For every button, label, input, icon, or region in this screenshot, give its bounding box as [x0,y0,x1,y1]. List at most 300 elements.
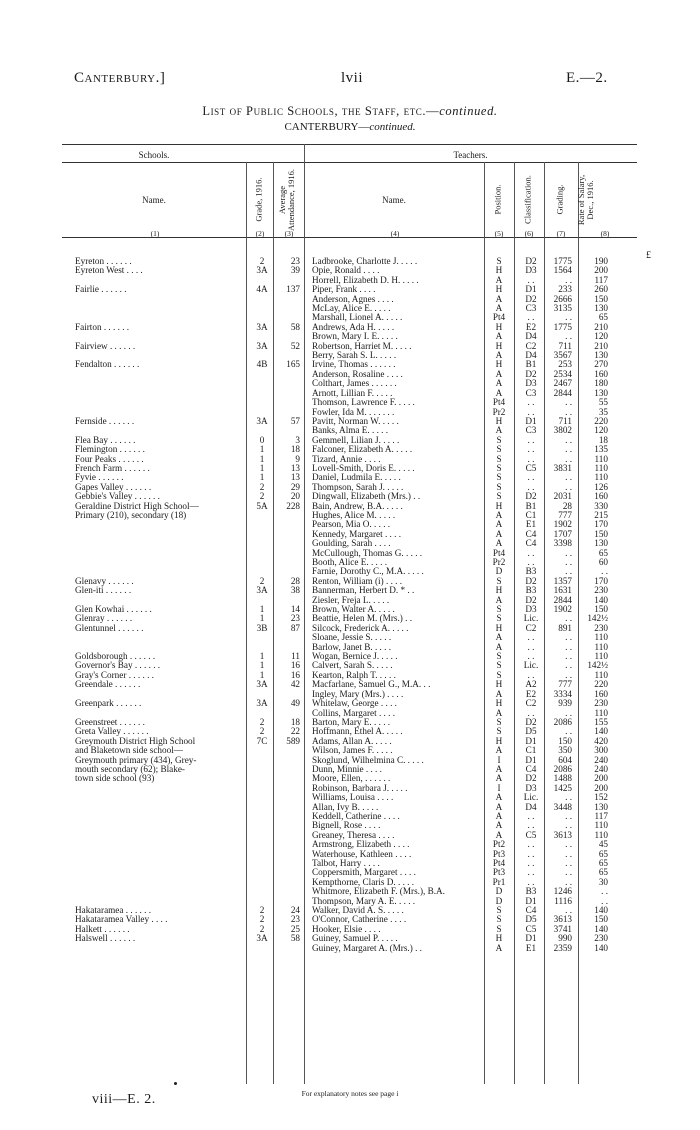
salary: 230 [594,622,608,633]
position: S [496,669,502,680]
attendance: 23 [290,914,300,925]
grading: . . [565,726,572,737]
grading: . . [565,481,572,492]
salary: 215 [594,509,608,520]
school-name: Governor's Bay . . . . . . [75,661,161,671]
position: A [495,942,503,953]
attendance: 165 [286,359,300,370]
teacher-name: Whitelaw, George . . . . [312,699,397,709]
grading: . . [565,406,572,417]
position: S [496,905,502,916]
position: Pt4 [492,858,506,868]
school-name: Flemington . . . . . . [75,445,145,455]
teacher-name: Anderson, Rosaline . . . . [312,369,403,379]
grading: 777 [558,509,572,520]
salary: 230 [594,585,608,596]
table-row [0,840,700,849]
grading: . . [565,810,572,821]
salary: 140 [594,923,608,934]
classification: D2 [525,773,537,784]
classification: . . [527,876,535,887]
position: A [495,293,503,304]
classification: E2 [525,321,537,332]
salary: 130 [594,387,608,398]
classification: B3 [525,886,537,897]
school-name: Glen Kowhai . . . . . . [75,605,152,615]
table-subtitle [0,121,700,133]
position: A [495,745,503,756]
salary: 65 [598,858,608,868]
salary: 150 [594,914,608,925]
school-name: Greenstreet . . . . . . [75,717,145,727]
classification: D2 [525,491,537,502]
classification: C5 [525,829,537,840]
school-name: Flea Bay . . . . . . [75,435,136,445]
position: S [496,914,502,925]
grading: . . [565,632,572,643]
teacher-name: Sloane, Jessie S. . . . . [312,633,392,643]
teacher-name: Guiney, Margaret A. (Mrs.) . . [312,943,422,953]
classification: . . [527,312,535,323]
salary: 130 [594,350,608,361]
position: A [495,538,503,549]
grade: 1 [259,444,265,455]
classification: D1 [525,415,537,426]
teacher-name: Skoglund, Wilhelmina C. . . . . [312,755,424,765]
grading: 3613 [553,914,572,925]
grading: 711 [558,340,572,351]
position: A [495,632,503,643]
colnum-5: (5) [494,229,504,238]
teacher-name: Booth, Alice E. . . . . [312,558,388,567]
grading: 777 [558,679,572,690]
grade: 1 [259,669,265,680]
position: A [495,387,503,398]
teacher-name: Kempthorne, Claris D. . . . . [312,877,415,887]
salary: 200 [594,265,608,276]
salary: 110 [594,820,608,831]
teacher-name: Whitmore, Elizabeth F. (Mrs.), B.A. [312,887,445,897]
salary: 110 [594,453,608,464]
salary: 152 [594,792,608,803]
attendance: 49 [290,698,300,709]
page-number: lvii [340,70,363,86]
school-name: Halswell . . . . . . [75,934,136,944]
position: A [495,378,503,389]
school-name: Gapes Valley . . . . . . [75,482,152,492]
grading: 3334 [553,688,572,699]
classification: D3 [525,604,537,615]
teacher-name: Guiney, Samuel P. . . . . [312,934,398,944]
col-classification: Classification. [522,175,533,224]
col-grade: Grade, 1916. [253,177,264,222]
col-attendance: Average Attendance, 1916. [277,168,296,232]
table-row [0,539,700,548]
salary: 150 [594,604,608,615]
grade: 2 [259,905,265,916]
grading: 3135 [553,303,572,314]
attendance: 38 [290,585,300,596]
grade: 4B [256,359,268,370]
position: A [495,303,503,314]
grading: . . [565,274,572,285]
grading: . . [565,557,572,567]
school-name: Fernside . . . . . . [75,416,135,426]
teacher-name: Andrews, Ada H. . . . . [312,322,395,332]
grading: 939 [558,698,572,709]
grading: 2534 [553,368,572,379]
classification: D4 [525,350,537,361]
classification: D1 [525,754,537,765]
position: H [495,679,503,690]
attendance: 13 [290,472,300,483]
teacher-name: Barlow, Janet B. . . . . [312,642,392,652]
salary: 142½ [587,660,608,671]
classification: C5 [525,923,537,934]
table-row [0,304,700,313]
position: Pr1 [492,876,506,887]
grading: 711 [558,415,572,426]
salary: 140 [594,905,608,916]
classification: D1 [525,284,537,295]
salary: 130 [594,538,608,549]
classification: . . [527,848,535,859]
position: A [495,801,503,812]
attendance: 16 [290,660,300,671]
position: H [495,340,503,351]
position: S [496,604,502,615]
salary: 220 [594,415,608,426]
salary: 230 [594,698,608,709]
school-name: French Farm . . . . . . [75,463,150,473]
col-grading: Grading. [554,184,565,215]
teacher-name: Pearson, Mia O. . . . . [312,520,391,530]
teacher-name: Adams, Allan A. . . . . [312,736,392,746]
salary: 120 [594,425,608,436]
attendance: 14 [290,604,300,615]
position: Pt2 [492,839,506,850]
grading: . . [565,839,572,850]
grading: 233 [558,284,572,295]
position: S [496,453,502,464]
classification: D1 [525,933,537,944]
school-name: Greta Valley . . . . . . [75,727,149,737]
teacher-name: Bain, Andrew, B.A. . . . . [312,501,403,511]
table-row [0,944,700,953]
grading: 1775 [553,256,572,266]
school-name: Goldsborough . . . . . . [75,652,156,662]
teacher-name: Calvert, Sarah S. . . . . [312,661,393,671]
teacher-name: Kennedy, Margaret . . . . [312,529,402,539]
classification: D5 [525,726,537,737]
grading: 3741 [553,923,572,934]
classification: . . [527,406,535,417]
classification: D2 [525,256,537,266]
col-position: Position. [492,184,503,215]
teacher-name: Collins, Margaret . . . . [312,708,396,718]
position: S [496,491,502,502]
position: H [495,500,503,511]
salary: 117 [594,274,608,285]
grade: 7C [256,735,268,746]
teacher-name: Brown, Walter A. . . . . [312,605,395,615]
salary: 120 [594,331,608,342]
grade: 1 [259,472,265,483]
teacher-name: Hughes, Alice M. . . . . [312,510,396,520]
teacher-name: Kearton, Ralph T. . . . . [312,670,396,680]
school-name: Fairlie . . . . . . [75,285,127,295]
teacher-name: McCullough, Thomas G. . . . . [312,548,423,558]
grading: 2086 [553,763,572,774]
school-name: Gray's Corner . . . . . . [75,670,154,680]
salary: 420 [594,735,608,746]
classification: C1 [525,745,537,756]
table-row [0,868,700,877]
table-subtitle-continued: continued. [369,121,416,133]
school-name: Hakataramea Valley . . . . [75,915,168,925]
salary: . . [601,566,608,577]
position: S [496,726,502,737]
teacher-name: Thomson, Lawrence F. . . . . [312,398,415,408]
salary: 140 [594,594,608,605]
table-row [0,878,700,887]
position: Pr2 [492,557,506,567]
attendance: 16 [290,669,300,680]
salary: 110 [594,651,608,662]
position: H [495,415,503,426]
position: A [495,528,503,539]
salary: 300 [594,745,608,756]
classification: . . [527,557,535,567]
school-name: Primary (210), secondary (18) [75,510,187,520]
salary: 55 [598,397,608,408]
salary: 240 [594,763,608,774]
classification: . . [527,444,535,455]
teacher-name: Brown, Mary I. E. . . . . [312,332,398,342]
salary: 180 [594,378,608,389]
position: Pt4 [492,547,506,558]
position: A [495,274,503,285]
grading: . . [565,453,572,464]
table-row [0,558,700,567]
teacher-name: Marshall, Lionel A. . . . . [312,313,403,323]
grading: 1564 [553,265,572,276]
attendance: 25 [290,923,300,934]
teacher-name: Walker, David A. S. . . . . [312,906,404,916]
grading: 1116 [554,895,572,906]
grading: 1357 [553,575,572,586]
colnum-1: (1) [150,229,160,238]
grade: 3A [256,679,268,690]
classification: Lic. [523,660,539,671]
teacher-name: Wogan, Bernice J. . . . . [312,652,398,662]
col-teacher-name: Name. [382,195,406,205]
position: A [495,594,503,605]
salary: 160 [594,368,608,379]
teacher-name: Piper, Frank . . . . [312,285,376,295]
teacher-name: McLay, Alice E. . . . . [312,304,391,314]
grade: 3A [256,585,268,596]
classification: . . [527,632,535,643]
position: H [495,585,503,596]
table-row [0,389,700,398]
teacher-name: Williams, Louisa . . . . [312,793,394,803]
classification: . . [527,707,535,718]
teacher-name: Gemmell, Lilian J. . . . . [312,435,400,445]
classification: C5 [525,462,537,473]
salary: 140 [594,942,608,953]
classification: C4 [525,905,537,916]
table-row [0,859,700,868]
grading: . . [565,905,572,916]
grading: 3831 [553,462,572,473]
grading: 1775 [553,321,572,332]
teacher-name: Robinson, Barbara J. . . . . [312,783,408,793]
salary: 110 [594,829,608,840]
grading: 2467 [553,378,572,389]
salary: 160 [594,688,608,699]
classification: C2 [525,340,537,351]
grade: 2 [259,716,265,727]
salary: 200 [594,773,608,784]
grade: 2 [259,575,265,586]
salary: 65 [598,867,608,878]
grading: 2359 [553,942,572,953]
position: H [495,284,503,295]
salary: 110 [594,669,608,680]
salary: 260 [594,284,608,295]
salary: 35 [598,406,608,417]
grade: 3A [256,415,268,426]
classification: Lic. [523,792,539,803]
grading: . . [565,613,572,624]
teacher-name: Lovell-Smith, Doris E. . . . . [312,463,415,473]
teacher-name: Daniel, Ludmila E. . . . . [312,473,401,483]
classification: A2 [525,679,537,690]
classification: Lic. [523,613,539,624]
classification: B3 [525,566,537,577]
teacher-name: Armstrong, Elizabeth . . . . [312,840,410,850]
page-footer: viii—E. 2. [92,1092,156,1107]
teacher-name: Arnott, Lillian F. . . . . [312,388,393,398]
position: A [495,792,503,803]
table-row [0,831,700,840]
grading: . . [565,331,572,342]
teacher-name: Wilson, James F. . . . . [312,746,393,756]
teacher-name: Anderson, Agnes . . . . [312,294,394,304]
teacher-name: Hooker, Elsie . . . . [312,924,381,934]
grading: 253 [558,359,572,370]
position: D [495,566,503,577]
teacher-name: Renton, William (i) . . . . [312,576,403,586]
position: H [495,698,503,709]
position: S [496,462,502,473]
attendance: 3 [295,434,300,445]
classification: D2 [525,293,537,304]
position: A [495,820,503,831]
classification: D4 [525,331,537,342]
grading: . . [565,444,572,455]
position: Pt3 [492,848,506,859]
salary: 155 [594,716,608,727]
grade: 3A [256,340,268,351]
salary: 210 [594,340,608,351]
attendance: 9 [295,453,300,464]
grading: . . [565,434,572,445]
position: H [495,359,503,370]
school-name: Gebbie's Valley . . . . . . [75,492,160,502]
grading: 1425 [553,782,572,793]
position: A [495,773,503,784]
grading: . . [565,566,572,577]
school-name: and Blaketown side school— [75,746,183,756]
teacher-name: Irvine, Thomas . . . . . . [312,360,396,370]
grading: . . [565,547,572,558]
salary: 130 [594,303,608,314]
grading: . . [565,660,572,671]
position: A [495,519,503,530]
teacher-name: Macfarlane, Samuel G., M.A. . . [312,680,431,690]
grading: . . [565,867,572,878]
classification: D2 [525,368,537,379]
grading: . . [565,848,572,859]
position: A [495,368,503,379]
salary: 18 [598,434,608,445]
attendance: 28 [290,575,300,586]
classification: . . [527,858,535,868]
position: D [495,895,503,906]
attendance: 11 [291,651,300,662]
salary: 170 [594,575,608,586]
classification: D3 [525,265,537,276]
colnum-6: (6) [524,229,534,238]
salary: 135 [594,444,608,455]
grade: 2 [259,923,265,934]
classification: . . [527,839,535,850]
classification: D1 [525,895,537,906]
rule-top [62,144,637,145]
currency-symbol: £ [646,250,651,261]
table-row [0,426,700,435]
teacher-name: Goulding, Sarah . . . . [312,539,391,549]
grading: . . [565,792,572,803]
classification: D4 [525,801,537,812]
teacher-name: Hoffmann, Ethel A. . . . . [312,727,403,737]
position: I [497,782,501,793]
classification: E2 [525,688,537,699]
salary: 60 [598,557,608,567]
grading: 990 [558,933,572,944]
teacher-name: Silcock, Frederick A. . . . . [312,623,409,633]
attendance: 22 [290,726,300,737]
school-name: Four Peaks . . . . . . [75,454,144,464]
teacher-name: Keddell, Catherine . . . . [312,811,400,821]
classification: E1 [525,942,537,953]
grading: . . [565,312,572,323]
teacher-name: Ingley, Mary (Mrs.) . . . . [312,689,404,699]
school-name: Eyreton . . . . . . [75,257,132,266]
attendance: 137 [286,284,300,295]
position: D [495,886,503,897]
classification: . . [527,472,535,483]
grading: 3802 [553,425,572,436]
teacher-name: Greaney, Theresa . . . . [312,830,395,840]
teacher-name: Robertson, Harriet M. . . . . [312,341,412,351]
teacher-name: Barton, Mary E. . . . . [312,717,391,727]
group-teachers: Teachers. [453,150,488,160]
position: S [496,444,502,455]
grade: 3B [256,622,268,633]
